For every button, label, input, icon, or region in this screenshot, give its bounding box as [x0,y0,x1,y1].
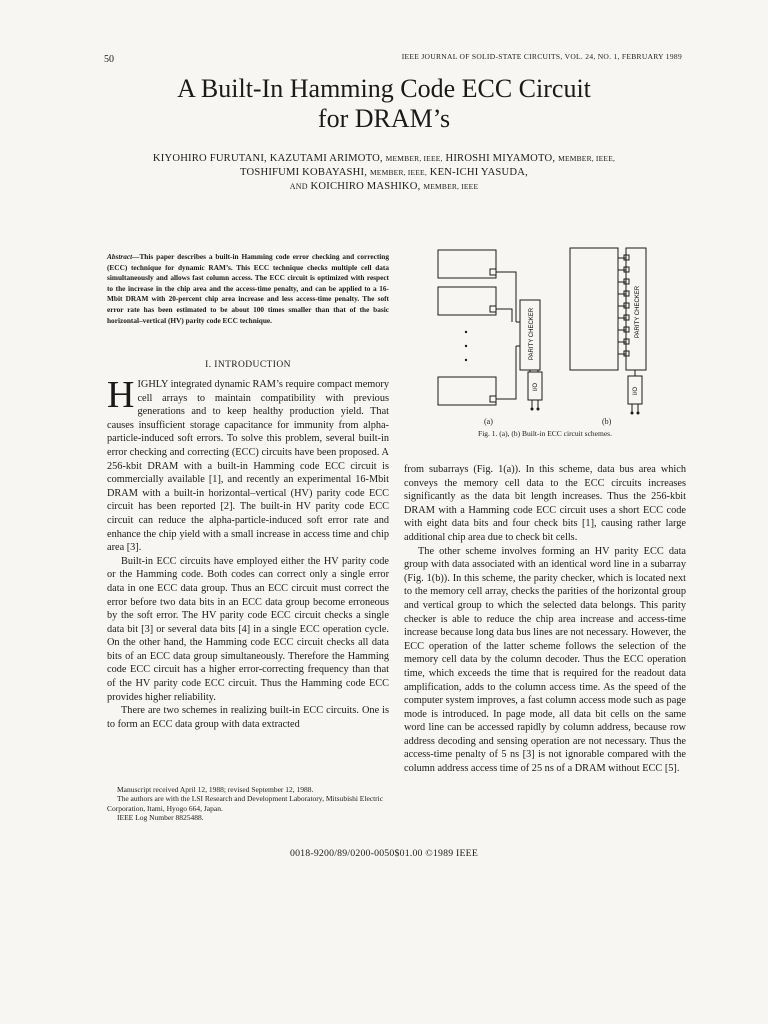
author-line-2 [100,166,668,180]
memory-cell-array [570,248,618,370]
section-heading: I. INTRODUCTION [205,360,291,370]
figure-caption: Fig. 1. (a), (b) Built-in ECC circuit schemes. [478,429,612,438]
io-label-b: I/O [633,386,639,395]
body-paragraph: There are two schemes in realizing built-in ECC circuits. One is to form an ECC data group with data extracted [107,705,389,730]
ellipsis-dot [465,331,467,333]
abstract [107,252,389,326]
subarray-block [438,287,496,315]
author-name: KIYOHIRO FURUTANI, [152,153,267,164]
figure-label-a: (a) [484,417,493,426]
body-right-column [404,463,686,776]
figure-1-schematic [404,240,686,430]
author-name: TOSHIFUMI KOBAYASHI, [240,167,368,178]
subarray-port [490,396,496,402]
figure-1 [404,240,686,440]
footnote-line: Manuscript received April 12, 1988; revised September 12, 1988. [117,785,314,794]
title-line-1: A Built-In Hamming Code ECC Circuit [177,74,591,103]
author-line-3 [100,180,668,194]
footnote-line: IEEE Log Number 8825488. [117,813,204,823]
issn-line: 0018-9200/89/0200-0050$01.00 ©1989 IEEE [289,848,479,859]
author-membership: MEMBER, IEEE, [385,154,443,163]
journal-header: IEEE JOURNAL OF SOLID-STATE CIRCUITS, VOL. 24, NO. 1, FEBRUARY 1989 [401,52,682,61]
footnote [107,785,389,823]
ellipsis-dot [465,345,467,347]
drop-cap: H [107,374,135,416]
author-list [100,152,668,194]
paper-title [0,74,768,134]
author-membership: MEMBER, IEEE, [369,168,427,177]
author-membership: MEMBER, IEEE [423,182,479,191]
body-paragraph: Built-in ECC circuits have employed either the HV parity code or the Hamming code. Both codes can correct only a single error data in one ECC data group. Thus an ECC circuit must correct the error before two data bits in an ECC data group become erroneous by the soft error. The HV parity code ECC circuit checks a single data bit [3] or several data bits [4] in a single ECC operation cycle. On the other hand, the Hamming code ECC circuit checks all data bits of an ECC data group simultaneously. Therefore the Hamming code ECC circuit has a higher error-correcting frequency than that of the HV parity code ECC circuit. Thus the Hamming code ECC provides higher reliability. [107,555,389,703]
data-bus-line [496,346,516,399]
author-name: HIROSHI MIYAMOTO, [445,153,556,164]
page-number: 50 [104,54,114,65]
body-paragraph: from subarrays (Fig. 1(a)). In this scheme, data bus area which conveys the memory cell data to the ECC circuits increases significantly as the data bit length increases. Thus the 256-kbit DRAM with a Hamming code ECC circuit uses a short ECC code with eight data bits and four check bits [1], causing rather large additional chip area due to check bit cells. [404,464,686,543]
author-name: KOICHIRO MASHIKO, [310,181,421,192]
body-paragraph: The other scheme involves forming an HV parity ECC data group with data associated with an identical word line in a subarray (Fig. 1(b)). In this scheme, the parity checker, which is located next to the memory cell array, checks the parities of the horizontal group and vertical group to which the selected data belongs. This parity checker is able to reduce the chip area increase and access-time increase because long data bus lines are not necessary. However, the ECC operation of the latter scheme follows the selection of the memory cell data by the column decoder. Thus the ECC operation time, which exceeds the time that is required for the readout data amplification, adds to the column access time. As the speed of the computer system improves, a fast column access mode such as page mode is introduced. In page mode, all data bit cells on the same word line can be accessed rapidly by column address, because row address decoding and sensing operation are not necessary. Thus the access-time penalty of 5 ns [3] is not ignorable compared with the column address access time of 25 ns of a DRAM without ECC [5]. [404,545,686,775]
author-membership: MEMBER, IEEE, [558,154,616,163]
figure-label-b: (b) [602,417,612,426]
subarray-port [490,269,496,275]
data-bus-line [496,309,512,322]
io-label-a: I/O [533,382,539,391]
body-paragraph: HIGHLY integrated dynamic RAM’s require compact memory cell arrays to maintain compatibility with previous generations and to keep healthy production yield. That causes insufficient storage capacitance for immunity from alpha-particle-induced soft errors. To solve this problem, several built-in error checking and correcting (ECC) circuits have been proposed. A 256-kbit DRAM with a built-in Hamming code ECC circuit is commercially available [1], and recently an experimental 16-Mbit DRAM with a built-in horizontal–vertical (HV) parity code ECC circuit has been reported [2]. The built-in HV parity code ECC circuit can reduce the alpha-particle-induced soft error rate and enhance the chip yield with a small increase in access time and chip area [3]. [107,374,389,554]
abstract-text: —This paper describes a built-in Hamming code error checking and correcting (ECC) technique for dynamic RAM’s. This ECC technique checks multiple cell data simultaneously and allows fast column access. The ECC circuit is optimized with respect to the increase in the chip area and the access-time penalty, and can be applied to a 16-Mbit DRAM with 20-percent chip area increase and less access-time penalty. The soft error rate has been estimated to be about 100 times smaller than that of the basic horizontal–vertical (HV) parity code ECC technique. [107,252,389,325]
abstract-label: Abstract [107,252,133,261]
ellipsis-dot [465,359,467,361]
author-and: AND [289,182,308,191]
author-name: KAZUTAMI ARIMOTO, [269,153,383,164]
parity-checker-label-a: PARITY CHECKER [529,307,535,360]
body-left-column [107,374,389,731]
parity-checker-label-b: PARITY CHECKER [635,285,641,338]
subarray-port [490,306,496,312]
author-line-1 [100,152,668,166]
title-line-2: for DRAM’s [317,104,451,133]
subarray-block [438,250,496,278]
subarray-block [438,377,496,405]
author-name: KEN-ICHI YASUDA, [429,167,528,178]
footnote-line: The authors are with the LSI Research and Development Laboratory, Mitsubishi Electric Corporation, Itami, Hyogo 664, Japan. [107,794,384,813]
data-bus-line [496,272,516,322]
